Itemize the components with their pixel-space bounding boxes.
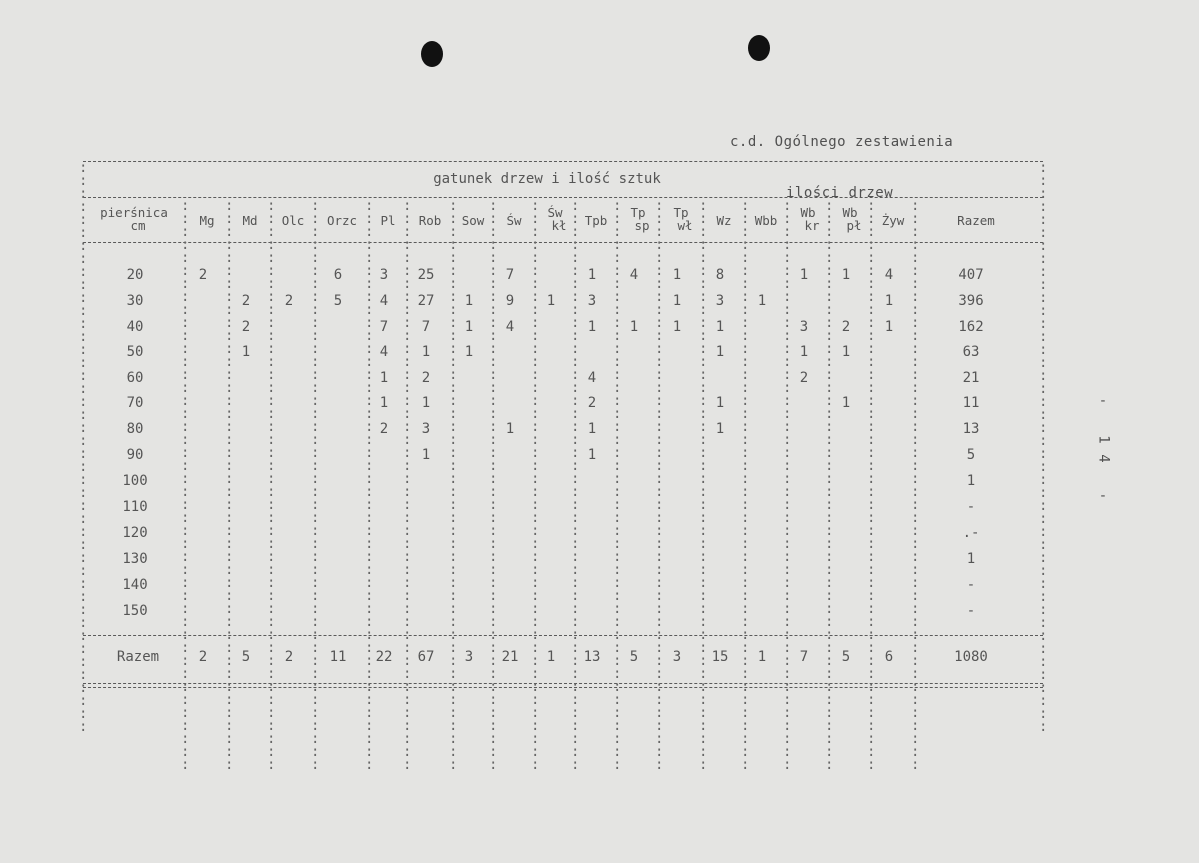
row-cell: 1 xyxy=(841,395,851,411)
row-total: - xyxy=(966,499,976,515)
totals-cell: 1 xyxy=(757,649,767,665)
row-cell: 2 xyxy=(587,395,597,411)
row-cell: 1 xyxy=(421,395,431,411)
row-cell: 1 xyxy=(505,421,515,437)
page-number-char: - xyxy=(1098,488,1108,504)
header-species xyxy=(369,214,407,227)
header-species xyxy=(229,214,271,227)
row-cell: 7 xyxy=(421,319,431,335)
grand-total: 1080 xyxy=(954,649,988,665)
row-diameter: 130 xyxy=(122,551,148,567)
header-species-line: Sow xyxy=(461,213,485,228)
totals-cell: 5 xyxy=(241,649,251,665)
row-cell: 9 xyxy=(505,293,515,309)
row-cell: 1 xyxy=(672,293,682,309)
header-species-line: Orzc xyxy=(326,213,358,228)
table-left-border: : : : : : : : : : : : : : : : : : : : : : : : : : : : : : : : : : : : : : : : : : : : : xyxy=(79,160,88,735)
header-species-line: Wz xyxy=(716,213,732,228)
column-separator: : : : : : : : : : : : : : : : : : : : : : : : : : : : : : : : : : : : : : : : : : : : : xyxy=(571,198,580,773)
page-number-char: 4 xyxy=(1095,454,1112,463)
page-number-char: - xyxy=(1098,393,1108,409)
row-diameter: 150 xyxy=(122,603,148,619)
totals-cell: 21 xyxy=(501,649,519,665)
header-species xyxy=(659,206,703,232)
row-diameter: 50 xyxy=(126,344,144,360)
row-cell: 1 xyxy=(884,293,894,309)
row-cell: 1 xyxy=(587,267,597,283)
row-cell: 1 xyxy=(379,395,389,411)
row-diameter: 140 xyxy=(122,577,148,593)
column-separator: : : : : : : : : : : : : : : : : : : : : : : : : : : : : : : : : : : : : : : : : : : : : xyxy=(311,198,320,773)
row-cell: 2 xyxy=(421,370,431,386)
row-cell: 4 xyxy=(587,370,597,386)
row-cell: 1 xyxy=(841,344,851,360)
row-cell: 1 xyxy=(587,319,597,335)
row-cell: 1 xyxy=(421,447,431,463)
column-separator: : : : : : : : : : : : : : : : : : : : : : : : : : : : : : : : : : : : : : : : : : : : : xyxy=(741,198,750,773)
header-species xyxy=(271,214,315,227)
row-cell: 7 xyxy=(379,319,389,335)
row-cell: 2 xyxy=(241,319,251,335)
row-diameter: 30 xyxy=(126,293,144,309)
row-total: 162 xyxy=(958,319,984,335)
row-diameter: 100 xyxy=(122,473,148,489)
header-species-line: sp xyxy=(634,218,650,233)
totals-cell: 67 xyxy=(417,649,435,665)
totals-cell: 13 xyxy=(583,649,601,665)
row-cell: 8 xyxy=(715,267,725,283)
header-species xyxy=(871,214,915,227)
column-separator: : : : : : : : : : : : : : : : : : : : : : : : : : : : : : : : : : : : : : : : : : : : : xyxy=(825,198,834,773)
totals-cell: 11 xyxy=(329,649,347,665)
row-cell: 1 xyxy=(715,344,725,360)
header-total: Razem xyxy=(957,213,995,228)
column-separator: : : : : : : : : : : : : : : : : : : : : : : : : : : : : : : : : : : : : : : : : : : : : xyxy=(403,198,412,773)
row-cell: 7 xyxy=(505,267,515,283)
row-cell: 1 xyxy=(629,319,639,335)
column-separator: : : : : : : : : : : : : : : : : : : : : : : : : : : : : : : : : : : : : : : : : : : : : xyxy=(699,198,708,773)
row-cell: 4 xyxy=(379,293,389,309)
header-species-line: Wb xyxy=(842,205,858,220)
header-species-line: Tp xyxy=(630,205,646,220)
row-cell: 1 xyxy=(241,344,251,360)
row-cell: 1 xyxy=(884,319,894,335)
column-separator: : : : : : : : : : : : : : : : : : : : : : : : : : : : : : : : : : : : : : : : : : : : : xyxy=(365,198,374,773)
header-species-line: Rob xyxy=(418,213,442,228)
header-species-line: Md xyxy=(242,213,258,228)
header-diameter xyxy=(83,206,185,232)
page-number-char: 1 xyxy=(1095,435,1112,444)
row-cell: 3 xyxy=(421,421,431,437)
row-total: 5 xyxy=(966,447,976,463)
header-species-line: Św xyxy=(547,205,563,220)
header-species-line: Wbb xyxy=(754,213,778,228)
header-species xyxy=(493,214,535,227)
table-right-border: : : : : : : : : : : : : : : : : : : : : : : : : : : : : : : : : : : : : : : : : : : : : xyxy=(1039,160,1048,735)
header-species-line: Św xyxy=(506,213,522,228)
header-species-line: wł xyxy=(677,218,693,233)
row-diameter: 80 xyxy=(126,421,144,437)
column-separator: : : : : : : : : : : : : : : : : : : : : : : : : : : : : : : : : : : : : : : : : : : : : xyxy=(531,198,540,773)
row-total: - xyxy=(966,577,976,593)
punch-hole-right xyxy=(748,35,770,61)
column-separator: : : : : : : : : : : : : : : : : : : : : : : : : : : : : : : : : : : : : : : : : : : : : xyxy=(225,198,234,773)
row-cell: 27 xyxy=(417,293,435,309)
column-separator: : : : : : : : : : : : : : : : : : : : : : : : : : : : : : : : : : : : : : : : : : : : : xyxy=(181,198,190,773)
row-cell: 1 xyxy=(672,267,682,283)
row-diameter: 90 xyxy=(126,447,144,463)
row-cell: 4 xyxy=(629,267,639,283)
header-species-line: Mg xyxy=(199,213,215,228)
row-cell: 4 xyxy=(379,344,389,360)
totals-cell: 15 xyxy=(711,649,729,665)
header-species-line: kr xyxy=(804,218,820,233)
row-cell: 1 xyxy=(379,370,389,386)
totals-cell: 5 xyxy=(629,649,639,665)
row-diameter: 40 xyxy=(126,319,144,335)
row-cell: 1 xyxy=(715,421,725,437)
row-diameter: 110 xyxy=(122,499,148,515)
row-cell: 2 xyxy=(241,293,251,309)
row-diameter: 20 xyxy=(126,267,144,283)
header-species xyxy=(829,206,871,232)
row-cell: 4 xyxy=(884,267,894,283)
row-cell: 2 xyxy=(799,370,809,386)
row-cell: 4 xyxy=(505,319,515,335)
row-cell: 2 xyxy=(841,319,851,335)
row-cell: 3 xyxy=(715,293,725,309)
column-separator: : : : : : : : : : : : : : : : : : : : : : : : : : : : : : : : : : : : : : : : : : : : : xyxy=(449,198,458,773)
header-species xyxy=(575,214,617,227)
row-total: 11 xyxy=(962,395,980,411)
row-cell: 1 xyxy=(715,395,725,411)
totals-cell: 3 xyxy=(464,649,474,665)
header-species xyxy=(703,214,745,227)
row-cell: 25 xyxy=(417,267,435,283)
header-species-line: Pl xyxy=(380,213,396,228)
header-species-line: kł xyxy=(551,218,567,233)
column-separator: : : : : : : : : : : : : : : : : : : : : : : : : : : : : : : : : : : : : : : : : : : : : xyxy=(655,198,664,773)
row-total: 407 xyxy=(958,267,984,283)
header-species-line: Tpb xyxy=(584,213,608,228)
header-species xyxy=(787,206,829,232)
page-number-char xyxy=(1094,468,1112,487)
header-species xyxy=(453,214,493,227)
column-separator: : : : : : : : : : : : : : : : : : : : : : : : : : : : : : : : : : : : : : : : : : : : : xyxy=(267,198,276,773)
row-cell: 1 xyxy=(715,319,725,335)
row-total: 63 xyxy=(962,344,980,360)
row-cell: 1 xyxy=(587,447,597,463)
header-species-line: Wb xyxy=(800,205,816,220)
title-line-2: ilości drzew xyxy=(786,185,894,201)
totals-cell: 6 xyxy=(884,649,894,665)
row-cell: 3 xyxy=(587,293,597,309)
totals-cell: 2 xyxy=(284,649,294,665)
header-species xyxy=(745,214,787,227)
totals-cell: 2 xyxy=(198,649,208,665)
header-species xyxy=(617,206,659,232)
row-cell: 1 xyxy=(672,319,682,335)
title-line-1: c.d. Ogólnego zestawienia xyxy=(730,134,954,150)
header-species-line: Tp xyxy=(673,205,689,220)
totals-cell: 7 xyxy=(799,649,809,665)
row-cell: 2 xyxy=(284,293,294,309)
header-diameter-line: cm xyxy=(130,218,146,233)
row-cell: 1 xyxy=(799,344,809,360)
totals-cell: 22 xyxy=(375,649,393,665)
header-species xyxy=(315,214,369,227)
row-diameter: 70 xyxy=(126,395,144,411)
page-number xyxy=(1094,392,1112,506)
row-cell: 1 xyxy=(799,267,809,283)
row-cell: 1 xyxy=(464,344,474,360)
row-cell: 1 xyxy=(587,421,597,437)
data-table xyxy=(77,150,1048,773)
row-cell: 3 xyxy=(379,267,389,283)
row-cell: 1 xyxy=(464,293,474,309)
row-cell: 1 xyxy=(421,344,431,360)
totals-cell: 5 xyxy=(841,649,851,665)
column-separator: : : : : : : : : : : : : : : : : : : : : : : : : : : : : : : : : : : : : : : : : : : : : xyxy=(613,198,622,773)
column-separator: : : : : : : : : : : : : : : : : : : : : : : : : : : : : : : : : : : : : : : : : : : : : xyxy=(911,198,920,773)
row-cell: 3 xyxy=(799,319,809,335)
row-cell: 2 xyxy=(379,421,389,437)
row-total: 396 xyxy=(958,293,984,309)
row-total: 1 xyxy=(966,473,976,489)
row-cell: 1 xyxy=(841,267,851,283)
row-total: 13 xyxy=(962,421,980,437)
header-species-line: Żyw xyxy=(881,213,905,228)
table-top-rule xyxy=(83,161,1043,162)
header-diameter-line: pierśnica xyxy=(100,205,168,220)
header-species xyxy=(407,214,453,227)
header-species-line: Olc xyxy=(281,213,305,228)
row-diameter: 60 xyxy=(126,370,144,386)
column-separator: : : : : : : : : : : : : : : : : : : : : : : : : : : : : : : : : : : : : : : : : : : : : xyxy=(783,198,792,773)
row-cell: 5 xyxy=(333,293,343,309)
row-total: 1 xyxy=(966,551,976,567)
row-total: - xyxy=(966,603,976,619)
page-number-char xyxy=(1094,411,1112,430)
row-cell: 1 xyxy=(464,319,474,335)
row-diameter: 120 xyxy=(122,525,148,541)
row-cell: 2 xyxy=(198,267,208,283)
totals-cell: 1 xyxy=(546,649,556,665)
header-species-line: pł xyxy=(846,218,862,233)
group-header: gatunek drzew i ilość sztuk xyxy=(433,171,661,187)
row-cell: 1 xyxy=(546,293,556,309)
column-separator: : : : : : : : : : : : : : : : : : : : : : : : : : : : : : : : : : : : : : : : : : : : : xyxy=(489,198,498,773)
totals-label: Razem xyxy=(116,649,160,665)
header-species xyxy=(185,214,229,227)
header-species xyxy=(535,206,575,232)
row-cell: 6 xyxy=(333,267,343,283)
row-total: .- xyxy=(962,525,980,541)
punch-hole-left xyxy=(421,41,443,67)
row-cell: 1 xyxy=(757,293,767,309)
column-separator: : : : : : : : : : : : : : : : : : : : : : : : : : : : : : : : : : : : : : : : : : : : : xyxy=(867,198,876,773)
row-total: 21 xyxy=(962,370,980,386)
totals-cell: 3 xyxy=(672,649,682,665)
